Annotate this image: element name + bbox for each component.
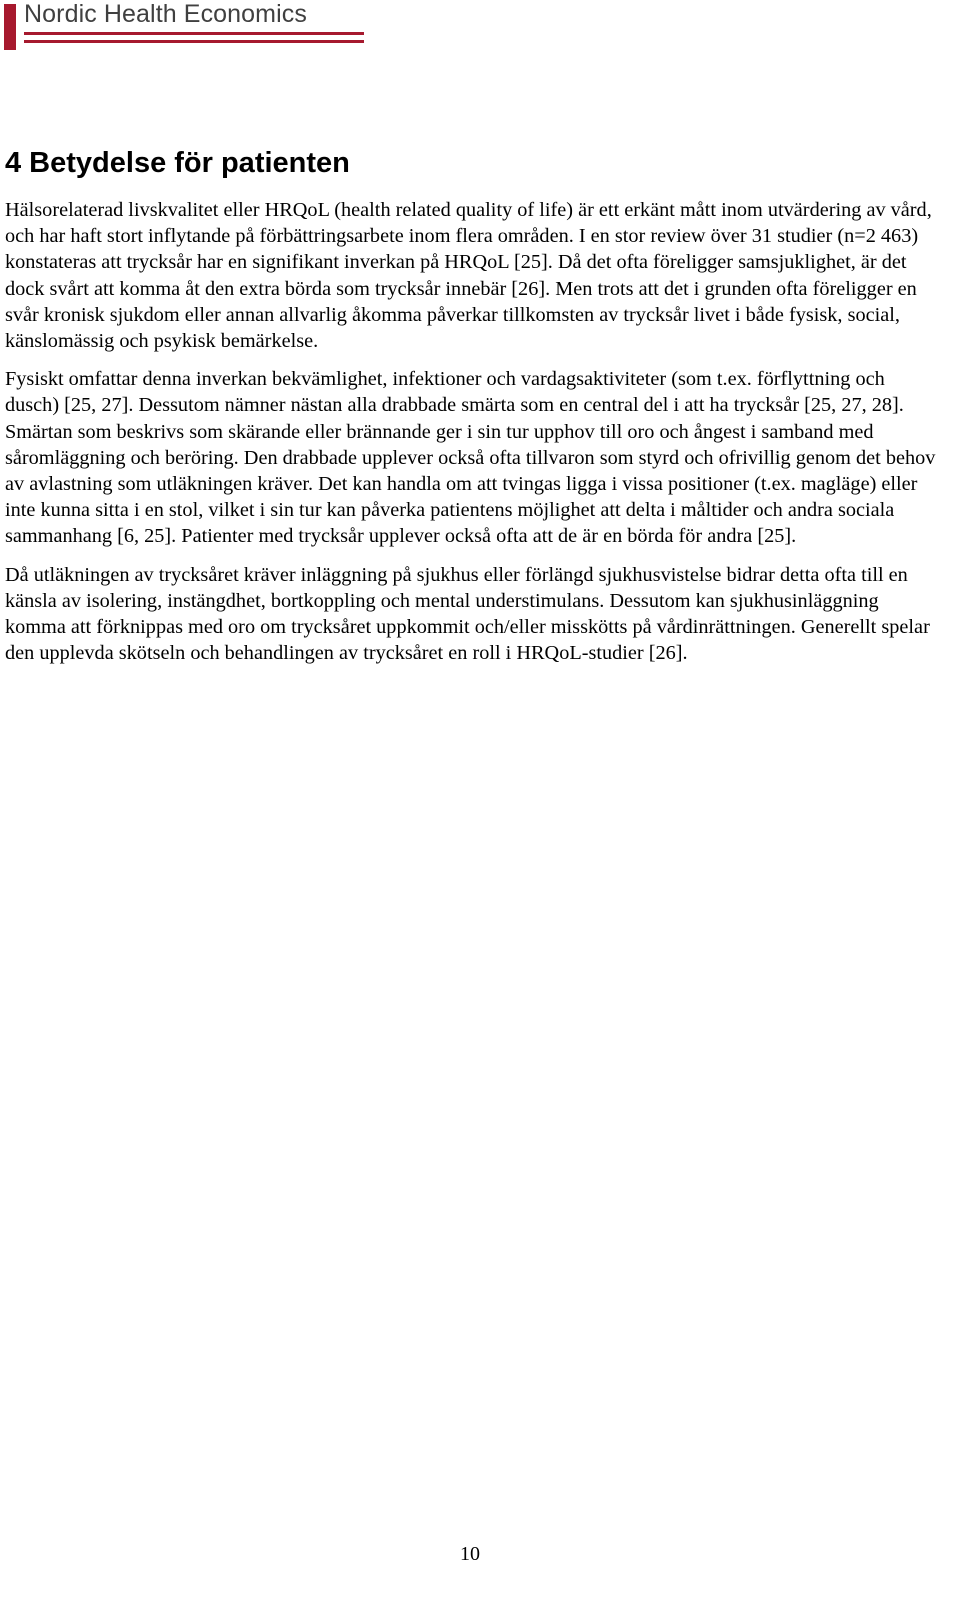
paragraph: Fysiskt omfattar denna inverkan bekvämlighet, infektioner och vardagsaktiviteter (som t.ex. förflyttning och dusch) [25, 27]. Dessutom nämner nästan alla drabbade smärta som en central del i att ha trycksår [25, 27, 28]. Smärtan som beskrivs som skärande eller brännande ger i sin tur upphov till oro och ångest i samband med såromläggning och beröring. Den drabbade upplever också ofta tillvaron som styrd och ofrivillig genom det behov av avlastning som utläkningen kräver. Det kan handla om att tvingas ligga i vissa positioner (t.ex. magläge) eller inte kunna sitta i en stol, vilket i sin tur kan påverka patientens möjlighet att delta i måltider och andra sociala sammanhang [6, 25]. Patienter med trycksår upplever också ofta att de är en börda för andra [25]. [5, 368, 936, 548]
paragraph: Hälsorelaterad livskvalitet eller HRQoL (health related quality of life) är ett erkänt mått inom utvärdering av vård, och har haft stort inflytande på förbättringsarbete inom flera områden. I en stor review över 31 studier (n=2 463) konstateras att trycksår har en signifikant inverkan på HRQoL [25]. Då det ofta föreligger samsjuklighet, är det dock svårt att komma åt den extra börda som trycksår innebär [26]. Men trots att det i grunden ofta föreligger en svår kronisk sjukdom eller annan allvarlig åkomma påverkar tillkomsten av trycksår livet i både fysisk, social, känslomässig och psykisk bemärkelse. [5, 199, 932, 353]
header-title: Nordic Health Economics [24, 0, 307, 28]
paragraph: Då utläkningen av trycksåret kräver inläggning på sjukhus eller förlängd sjukhusvistelse bidrar detta ofta till en känsla av isolering, instängdhet, bortkoppling och mental understimulans. Dessutom kan sjukhusinläggning komma att förknippas med oro om trycksåret uppkommit och/eller misskötts på vårdinrättningen. Generellt spelar den upplevda skötseln och behandlingen av trycksåret en roll i HRQoL-studier [26]. [5, 563, 930, 665]
header-rule-top [24, 32, 364, 35]
brand-bar [4, 4, 16, 50]
section-body [5, 197, 940, 678]
page-header [4, 0, 364, 52]
header-rule-bottom [24, 40, 364, 43]
page-number: 10 [460, 1543, 480, 1565]
section-heading: 4 Betydelse för patienten [5, 147, 350, 179]
